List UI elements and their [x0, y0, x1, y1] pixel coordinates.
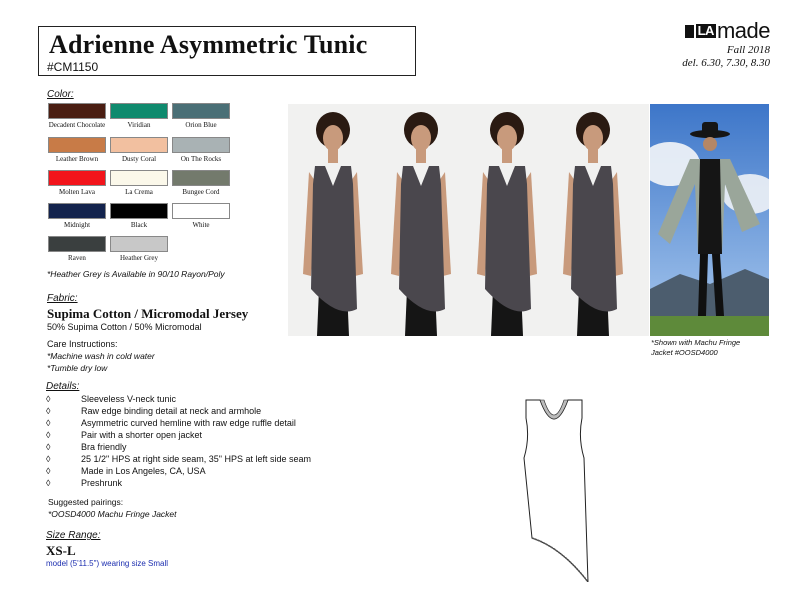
outdoor-photo-illustration [650, 104, 769, 336]
product-title: Adrienne Asymmetric Tunic [49, 30, 368, 59]
color-name: Midnight [63, 221, 91, 229]
photo-caption: *Shown with Machu Fringe Jacket #OOSD4000 [651, 338, 741, 357]
color-name: Raven [68, 254, 86, 262]
brand-logo [682, 18, 770, 44]
color-swatch [110, 203, 168, 219]
diamond-bullet-icon: ◊ [46, 418, 51, 428]
diamond-bullet-icon: ◊ [46, 478, 51, 488]
color-swatch [48, 236, 106, 252]
logo-suffix: made [716, 18, 770, 43]
diamond-bullet-icon: ◊ [46, 430, 51, 440]
detail-item: ◊ Preshrunk [46, 478, 123, 488]
color-name: On The Rocks [180, 155, 222, 163]
detail-item: ◊ Made in Los Angeles, CA, USA [46, 466, 206, 476]
details-heading: Details: [46, 381, 80, 392]
tunic-flat-sketch-illustration [512, 398, 596, 582]
fabric-name: Supima Cotton / Micromodal Jersey [47, 306, 249, 321]
color-swatch [172, 103, 230, 119]
diamond-bullet-icon: ◊ [46, 394, 51, 404]
color-swatch [110, 103, 168, 119]
detail-item: ◊ Pair with a shorter open jacket [46, 430, 203, 440]
logo-square-icon [685, 25, 694, 38]
color-name: Decadent Chocolate [48, 121, 106, 129]
color-swatch [48, 103, 106, 119]
care-heading: Care Instructions: [47, 339, 118, 349]
color-name: Leather Brown [55, 155, 99, 163]
color-swatch [48, 137, 106, 153]
model-figure [303, 112, 363, 336]
color-name: Orion Blue [185, 121, 217, 129]
diamond-bullet-icon: ◊ [46, 406, 51, 416]
model-figure [477, 112, 537, 336]
pairings-heading: Suggested pairings: [48, 497, 124, 507]
delivery-dates: del. 6.30, 7.30, 8.30 [682, 57, 770, 69]
logo-prefix: LA [697, 23, 714, 38]
detail-item: ◊ Bra friendly [46, 442, 127, 452]
diamond-bullet-icon: ◊ [46, 442, 51, 452]
outdoor-photo [650, 104, 769, 336]
care-instruction: *Machine wash in cold water [47, 351, 155, 361]
care-instruction: *Tumble dry low [47, 363, 108, 373]
color-swatch [110, 137, 168, 153]
diamond-bullet-icon: ◊ [46, 466, 51, 476]
detail-item: ◊ Sleeveless V-neck tunic [46, 394, 177, 404]
flat-sketch [512, 398, 596, 582]
color-name: Dusty Coral [121, 155, 157, 163]
color-swatch [172, 170, 230, 186]
color-swatch [172, 203, 230, 219]
size-range: XS-L [46, 543, 76, 558]
heather-note: *Heather Grey is Available in 90/10 Rayon/Poly [47, 269, 225, 279]
color-name: Molten Lava [59, 188, 95, 196]
model-figure [391, 112, 451, 336]
style-number: #CM1150 [47, 60, 99, 74]
color-name: Bungee Cord [182, 188, 220, 196]
detail-item: ◊ Raw edge binding detail at neck and armhole [46, 406, 262, 416]
color-swatch [110, 236, 168, 252]
color-swatch [110, 170, 168, 186]
color-name: Viridian [127, 121, 151, 129]
color-swatch [48, 203, 106, 219]
model-figure [563, 112, 623, 336]
color-swatch [48, 170, 106, 186]
title-box [38, 26, 416, 76]
fabric-content: 50% Supima Cotton / 50% Micromodal [47, 322, 202, 332]
color-swatch [172, 137, 230, 153]
size-heading: Size Range: [46, 530, 101, 541]
season: Fall 2018 [726, 44, 770, 56]
model-photo-strip [288, 104, 649, 336]
color-name: Black [130, 221, 148, 229]
brand-block [682, 18, 770, 70]
color-name: Heather Grey [120, 254, 158, 262]
diamond-bullet-icon: ◊ [46, 454, 51, 464]
color-heading: Color: [47, 89, 74, 100]
model-photos-illustration [288, 104, 649, 336]
detail-item: ◊ 25 1/2" HPS at right side seam, 35" HPS at left side seam [46, 454, 312, 464]
color-name: White [192, 221, 210, 229]
detail-item: ◊ Asymmetric curved hemline with raw edge ruffle detail [46, 418, 296, 428]
fabric-heading: Fabric: [47, 293, 78, 304]
color-name: La Crema [125, 188, 153, 196]
model-note: model (5'11.5") wearing size Small [46, 559, 169, 568]
pairing-item: *OOSD4000 Machu Fringe Jacket [48, 509, 177, 519]
